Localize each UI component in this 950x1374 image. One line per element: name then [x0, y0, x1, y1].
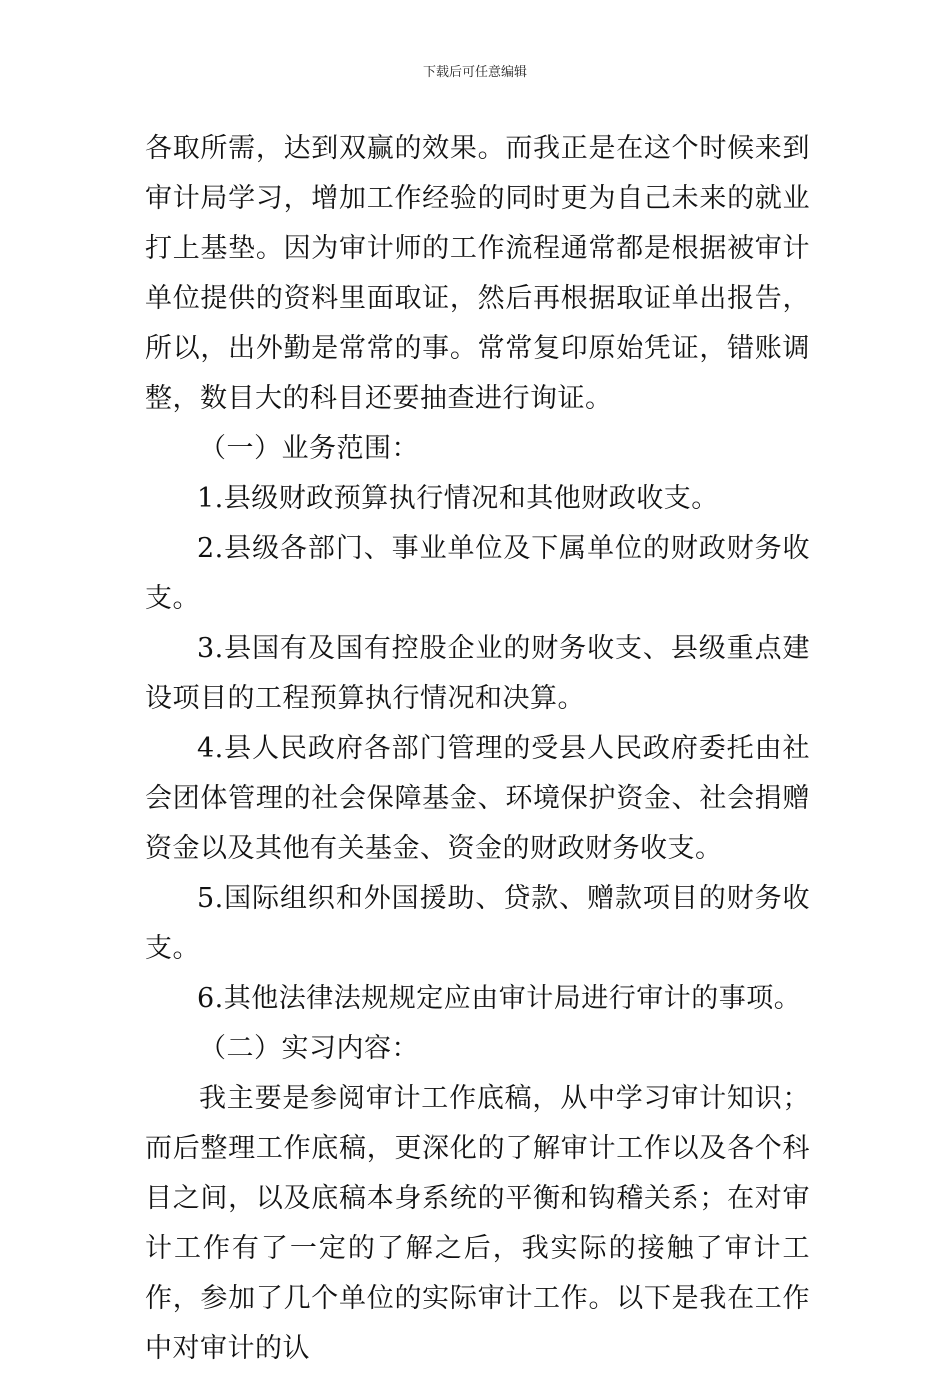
- list-item-5: 5.国际组织和外国援助、贷款、赠款项目的财务收支。: [145, 883, 810, 964]
- list-item-4: 4.县人民政府各部门管理的受县人民政府委托由社会团体管理的社会保障基金、环境保护资金、社会捐赠资金以及其他有关基金、资金的财政财务收支。: [145, 733, 810, 864]
- section-heading-internship-content: （二）实习内容：: [199, 1033, 419, 1064]
- list-item-2: 2.县级各部门、事业单位及下属单位的财政财务收支。: [145, 533, 810, 614]
- document-body: [145, 124, 810, 1374]
- page-header: 下载后可任意编辑: [422, 65, 527, 80]
- section-heading-business-scope: （一）业务范围：: [199, 433, 419, 464]
- paragraph-intro: 各取所需，达到双赢的效果。而我正是在这个时候来到审计局学习，增加工作经验的同时更为自己未来的就业打上基垫。因为审计师的工作流程通常都是根据被审计单位提供的资料里面取证，然后再根据取证单出报告，所以，出外勤是常常的事。常常复印原始凭证，错账调整，数目大的科目还要抽查进行询证。: [145, 133, 810, 414]
- list-item-1: 1.县级财政预算执行情况和其他财政收支。: [197, 483, 719, 514]
- list-item-6: 6.其他法律法规规定应由审计局进行审计的事项。: [197, 983, 802, 1014]
- paragraph-internship: 我主要是参阅审计工作底稿，从中学习审计知识；而后整理工作底稿，更深化的了解审计工作以及各个科目之间，以及底稿本身系统的平衡和钩稽关系；在对审计工作有了一定的了解之后，我实际的接触了审计工作，参加了几个单位的实际审计工作。以下是我在工作中对审计的认: [145, 1083, 810, 1364]
- list-item-3: 3.县国有及国有控股企业的财务收支、县级重点建设项目的工程预算执行情况和决算。: [145, 633, 810, 714]
